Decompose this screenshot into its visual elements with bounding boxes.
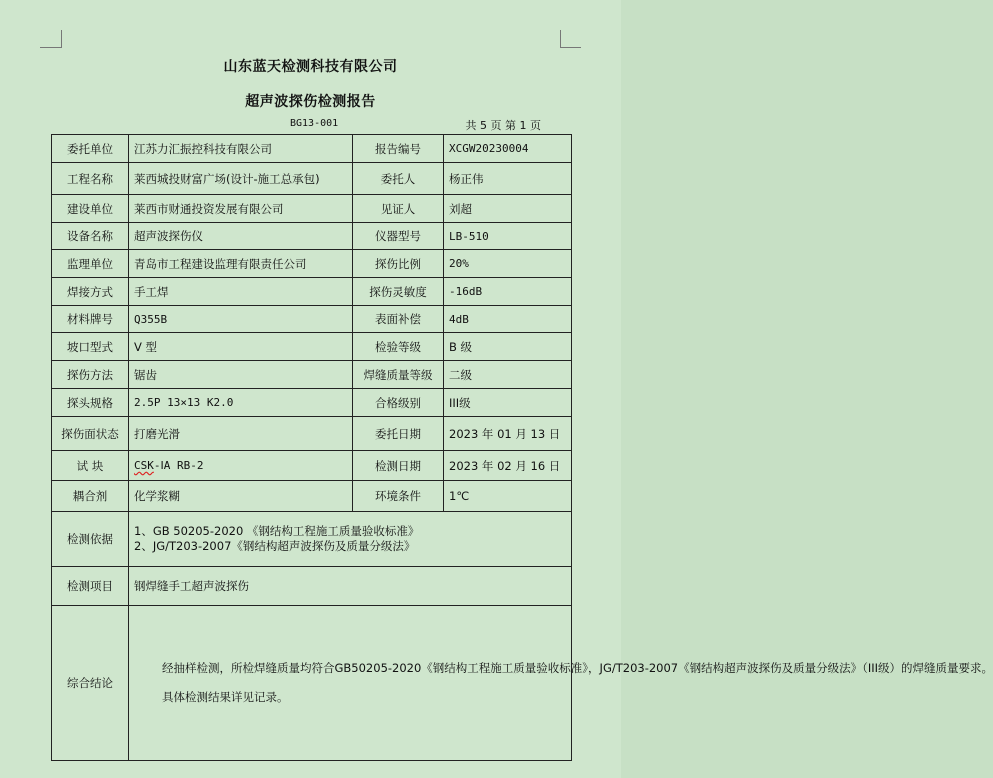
company-name: 山东蓝天检测科技有限公司 — [223, 59, 398, 75]
material-label: 材料牌号 — [52, 306, 129, 333]
project-label: 工程名称 — [52, 163, 129, 195]
welding-label: 焊接方式 — [52, 278, 129, 306]
conclusion-paragraph-1: 经抽样检测，所检焊缝质量均符合GB50205-2020《钢结构工程施工质量验收标准》，JG/T203-2007《钢结构超声波探伤及质量分级法》（III级）的焊缝质量要求。 — [162, 661, 993, 675]
method-value: 锯齿 — [129, 361, 353, 389]
model-value: LB-510 — [444, 223, 572, 250]
welding-value: 手工焊 — [129, 278, 353, 306]
witness-label: 见证人 — [353, 195, 444, 223]
groove-label: 坡口型式 — [52, 333, 129, 361]
report-title: 超声波探伤检测报告 — [245, 94, 376, 110]
client-label: 委托单位 — [52, 135, 129, 163]
block-label: 试 块 — [52, 451, 129, 481]
conclusion-paragraph-2: 具体检测结果详见记录。 — [162, 690, 289, 704]
couplant-value: 化学浆糊 — [129, 481, 353, 512]
table-row — [52, 250, 572, 278]
surface-label: 探伤面状态 — [52, 417, 129, 451]
supervisor-label: 监理单位 — [52, 250, 129, 278]
qualified-label: 合格级别 — [353, 389, 444, 417]
table-row — [52, 306, 572, 333]
conclusion-label: 综合结论 — [52, 606, 129, 761]
probe-value: 2.5P 13×13 K2.0 — [129, 389, 353, 417]
crop-mark — [560, 30, 561, 48]
ratio-label: 探伤比例 — [353, 250, 444, 278]
table-row — [52, 135, 572, 163]
weld-quality-label: 焊缝质量等级 — [353, 361, 444, 389]
test-date-label: 检测日期 — [353, 451, 444, 481]
compensation-value: 4dB — [444, 306, 572, 333]
witness-value: 刘超 — [444, 195, 572, 223]
inspection-grade-label: 检验等级 — [353, 333, 444, 361]
crop-mark — [560, 47, 581, 48]
project-value: 莱西城投财富广场(设计-施工总承包) — [129, 163, 353, 195]
equipment-label: 设备名称 — [52, 223, 129, 250]
model-label: 仪器型号 — [353, 223, 444, 250]
report-no-label: 报告编号 — [353, 135, 444, 163]
entrust-date-label: 委托日期 — [353, 417, 444, 451]
entrust-date-value: 2023 年 01 月 13 日 — [444, 417, 572, 451]
table-row — [52, 333, 572, 361]
qualified-value: III级 — [444, 389, 572, 417]
crop-mark — [61, 30, 62, 48]
sensitivity-label: 探伤灵敏度 — [353, 278, 444, 306]
item-value: 钢焊缝手工超声波探伤 — [129, 567, 572, 606]
report-table — [51, 134, 993, 761]
material-value: Q355B — [129, 306, 353, 333]
table-row — [52, 606, 572, 761]
sensitivity-value: -16dB — [444, 278, 572, 306]
couplant-label: 耦合剂 — [52, 481, 129, 512]
weld-quality-value: 二级 — [444, 361, 572, 389]
conclusion-value — [129, 606, 993, 761]
block-value-b: -ⅠA RB-2 — [153, 459, 204, 472]
table-row — [52, 163, 572, 195]
table-row — [52, 389, 572, 417]
client-value: 江苏力汇振控科技有限公司 — [129, 135, 353, 163]
builder-label: 建设单位 — [52, 195, 129, 223]
supervisor-value: 青岛市工程建设监理有限责任公司 — [129, 250, 353, 278]
table-row — [52, 567, 572, 606]
table-row — [52, 417, 572, 451]
table-row — [52, 361, 572, 389]
table-row — [52, 512, 572, 567]
surface-value: 打磨光滑 — [129, 417, 353, 451]
entrusted-person-label: 委托人 — [353, 163, 444, 195]
basis-item-1: 1、GB 50205-2020 《钢结构工程施工质量验收标准》 — [134, 524, 420, 538]
table-row — [52, 278, 572, 306]
report-no-value: XCGW20230004 — [444, 135, 572, 163]
table-row — [52, 481, 572, 512]
basis-label: 检测依据 — [52, 512, 129, 567]
groove-value: V 型 — [129, 333, 353, 361]
env-label: 环境条件 — [353, 481, 444, 512]
table-row — [52, 451, 572, 481]
table-row — [52, 223, 572, 250]
equipment-value: 超声波探伤仪 — [129, 223, 353, 250]
inspection-grade-value: B 级 — [444, 333, 572, 361]
block-value-a: CSK — [134, 459, 154, 472]
compensation-label: 表面补偿 — [353, 306, 444, 333]
crop-mark — [40, 47, 61, 48]
basis-item-2: 2、JG/T203-2007《钢结构超声波探伤及质量分级法》 — [134, 539, 416, 553]
form-code: BG13-001 — [290, 118, 339, 129]
test-date-value: 2023 年 02 月 16 日 — [444, 451, 572, 481]
page-info: 共 5 页 第 1 页 — [465, 119, 541, 132]
env-value: 1℃ — [444, 481, 572, 512]
table-row — [52, 195, 572, 223]
method-label: 探伤方法 — [52, 361, 129, 389]
item-label: 检测项目 — [52, 567, 129, 606]
builder-value: 莱西市财通投资发展有限公司 — [129, 195, 353, 223]
entrusted-person-value: 杨正伟 — [444, 163, 572, 195]
block-value — [129, 451, 353, 481]
ratio-value: 20% — [444, 250, 572, 278]
basis-value — [129, 512, 572, 567]
probe-label: 探头规格 — [52, 389, 129, 417]
